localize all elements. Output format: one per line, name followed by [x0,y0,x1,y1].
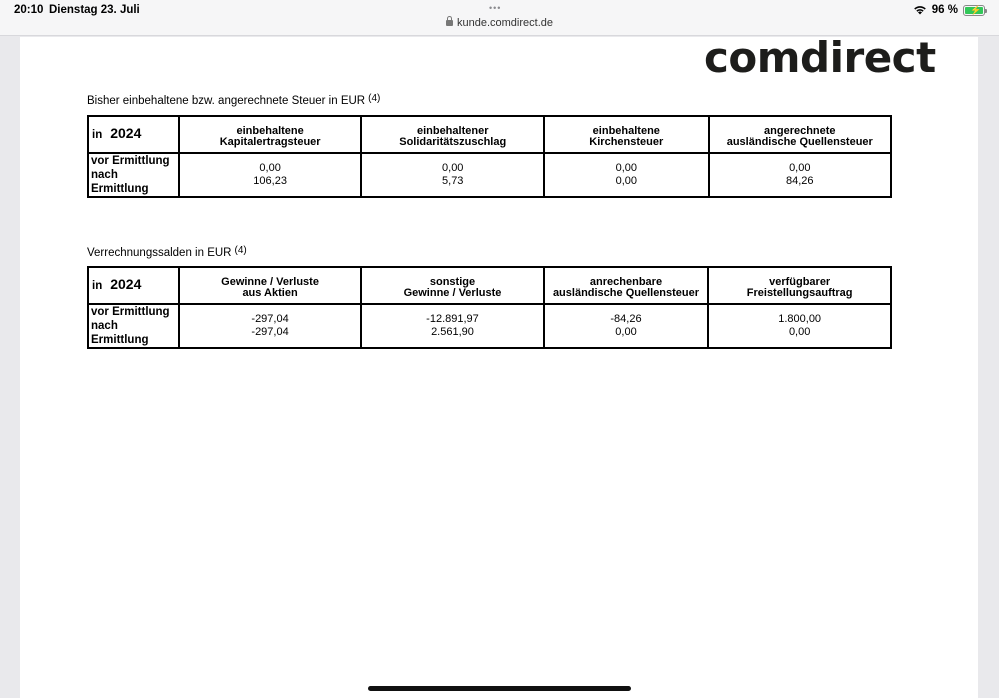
home-indicator[interactable] [368,686,631,691]
battery-icon [963,5,985,16]
table-header-row [88,267,891,304]
status-date: Dienstag 23. Juli [49,4,140,16]
charging-bolt-icon: ⚡ [970,4,982,15]
col-header-solidaritaetszuschlag: einbehaltener Solidaritätszuschlag [361,116,544,153]
url-text: kunde.comdirect.de [457,17,553,29]
col-header-anrechenbare-quellensteuer: anrechenbare ausländische Quellensteuer [544,267,709,304]
col-header-freistellungsauftrag: verfügbarer Freistellungsauftrag [708,267,891,304]
row-labels: vor Ermittlung nach Ermittlung [88,304,179,348]
section1-footnote: (4) [368,93,381,104]
table-row [88,304,891,348]
tax-withheld-table [87,115,892,198]
table-header-row [88,116,891,153]
value-cell: -297,04 -297,04 [179,304,361,348]
year-value: 2024 [110,125,142,141]
value-cell: 0,00 106,23 [179,153,362,197]
section1-caption-text: Bisher einbehaltene bzw. angerechnete Steuer in EUR [87,95,366,107]
value-cell: 1.800,00 0,00 [708,304,891,348]
comdirect-logo: comdirect [704,33,936,82]
document-page [20,33,978,698]
section2-footnote: (4) [234,245,247,256]
value-cell: 0,00 84,26 [709,153,891,197]
section2-caption [87,247,247,259]
year-value: 2024 [110,276,142,292]
value-cell: 0,00 5,73 [361,153,544,197]
table-row [88,153,891,197]
status-indicators [913,4,985,16]
offset-balances-table [87,266,892,349]
status-time: 20:10 [14,4,44,16]
section1-caption [87,95,380,107]
value-cell: -84,26 0,00 [544,304,709,348]
col-header-quellensteuer: angerechnete ausländische Quellensteuer [709,116,891,153]
battery-percent: 96 % [931,4,958,16]
multitasking-dots-icon[interactable]: ••• [489,3,502,13]
section2-caption-text: Verrechnungssalden in EUR [87,247,232,259]
status-bar [0,0,999,36]
value-cell: 0,00 0,00 [544,153,709,197]
col-header-gewinne-aktien: Gewinne / Verluste aus Aktien [179,267,361,304]
col-header-sonstige-gewinne: sonstige Gewinne / Verluste [361,267,543,304]
wifi-icon [913,5,927,15]
year-cell: in 2024 [88,116,179,153]
value-cell: -12.891,97 2.561,90 [361,304,543,348]
address-bar[interactable] [0,17,999,29]
row-labels: vor Ermittlung nach Ermittlung [88,153,179,197]
lock-icon [446,20,453,26]
col-header-kirchensteuer: einbehaltene Kirchensteuer [544,116,709,153]
col-header-kapitalertragsteuer: einbehaltene Kapitalertragsteuer [179,116,362,153]
year-cell: in 2024 [88,267,179,304]
